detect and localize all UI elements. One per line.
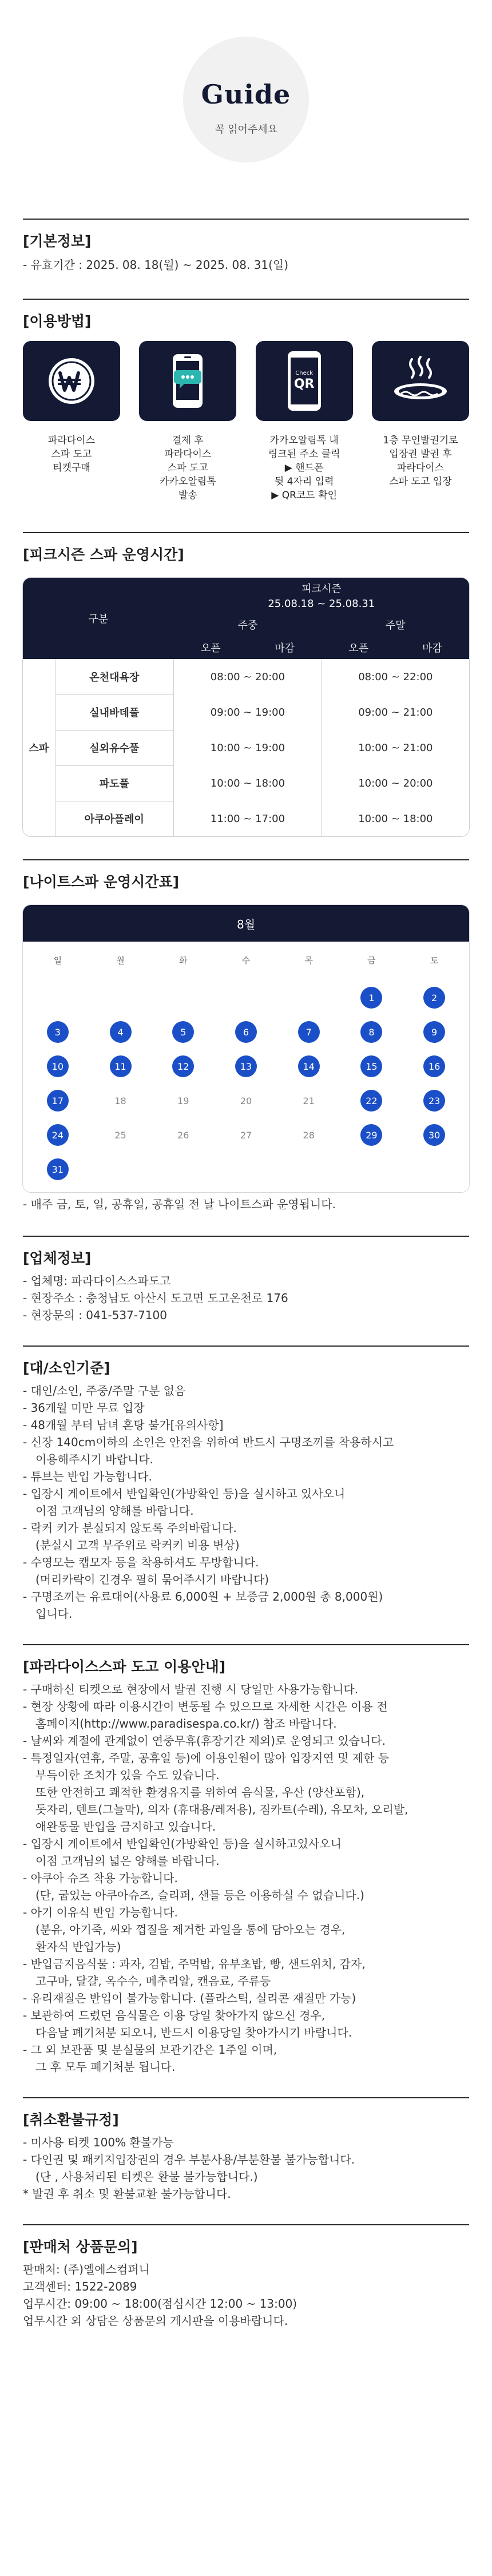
calendar-day-open: 7 <box>298 1021 320 1043</box>
company-title: [업체정보] <box>23 1236 469 1268</box>
calendar-empty-cell <box>403 1152 466 1186</box>
usage-section <box>23 299 469 502</box>
refund-line: * 발권 후 취소 및 환불교환 불가능합니다. <box>23 2187 231 2201</box>
weekend-hours: 10:00 ~ 20:00 <box>358 777 433 789</box>
guide-line: 이점 고객님의 넓은 양해를 바랍니다. <box>35 1854 220 1868</box>
seller-title: [판매처 상품문의] <box>23 2224 469 2256</box>
age-rule-line: 입니다. <box>35 1607 73 1621</box>
guide-line: (단, 굽있는 아쿠아슈즈, 슬리퍼, 샌들 등은 이용하실 수 없습니다.) <box>35 1888 364 1902</box>
calendar-day-cell <box>26 1152 89 1186</box>
seller-hours: 업무시간: 09:00 ~ 18:00(점심시간 12:00 ~ 13:00) <box>23 2297 297 2311</box>
calendar-day-cell <box>277 1049 340 1083</box>
age-rule-line: 이용해주시기 바랍니다. <box>35 1452 153 1466</box>
calendar-day-open: 8 <box>360 1021 382 1043</box>
qr-label: QR <box>293 377 315 391</box>
age-rule-line: - 대인/소인, 주중/주말 구분 없음 <box>23 1384 186 1398</box>
calendar-day-open: 9 <box>423 1021 445 1043</box>
calendar-day-cell <box>26 1049 89 1083</box>
guide-line: - 유리재질은 반입이 불가능합니다. (플라스틱, 실리콘 재질만 가능) <box>23 1991 356 2005</box>
col-weekday: 주중 <box>237 620 258 632</box>
guide-line: 고구마, 달걀, 옥수수, 메추리알, 캔음료, 주류등 <box>35 1974 271 1988</box>
calendar-day-cell <box>277 1015 340 1049</box>
calendar-day-cell <box>26 1083 89 1118</box>
age-title: [대/소인기준] <box>23 1345 469 1378</box>
guide-line: 부득이한 조치가 있을 수도 있습니다. <box>35 1768 220 1782</box>
season-label: 피크시즌 <box>301 583 342 595</box>
calendar-day-cell <box>26 1015 89 1049</box>
season-dates: 25.08.18 ~ 25.08.31 <box>268 598 375 610</box>
calendar-day-cell <box>403 981 466 1015</box>
night-spa-section <box>23 859 469 1213</box>
guide-line: 환자식 반입가능) <box>35 1940 121 1954</box>
won-coin-icon <box>23 341 120 421</box>
calendar-weekday: 일 <box>53 955 62 966</box>
calendar-day-cell <box>340 1083 403 1118</box>
calendar-day-cell <box>152 1049 215 1083</box>
calendar-day-open: 1 <box>360 987 382 1009</box>
calendar-day-closed: 28 <box>303 1129 315 1141</box>
refund-section <box>23 2097 469 2202</box>
validity-period: - 유효기간 : 2025. 08. 18(월) ~ 2025. 08. 31(일) <box>23 258 289 272</box>
refund-line: - 다인권 및 패키지입장권의 경우 부분사용/부분환불 불가능합니다. <box>23 2153 355 2166</box>
seller-note: 업무시간 외 상담은 상품문의 게시판을 이용바랍니다. <box>23 2314 288 2328</box>
guide-list <box>23 1681 469 2075</box>
guide-line: 또한 안전하고 쾌적한 환경유지를 위하여 음식물, 우산 (양산포함), <box>35 1785 365 1799</box>
guide-line: - 입장시 게이트에서 반입확인(가방확인 등)을 실시하고있사오니 <box>23 1837 342 1851</box>
calendar-day-open: 10 <box>47 1055 69 1077</box>
usage-step <box>256 341 353 502</box>
refund-title: [취소환불규정] <box>23 2097 469 2129</box>
calendar-day-cell <box>152 1015 215 1049</box>
basic-info-section <box>23 219 469 273</box>
guide-line: - 아쿠아 슈즈 착용 가능합니다. <box>23 1871 178 1885</box>
peak-hours-table <box>23 578 469 836</box>
usage-step-text: 결제 후 파라다이스 스파 도고 카카오알림톡 발송 <box>160 435 216 501</box>
refund-line: (단 , 사용처리된 티켓은 환불 불가능합니다.) <box>35 2170 258 2184</box>
calendar-day-cell <box>403 1118 466 1152</box>
calendar-day-closed: 27 <box>240 1129 252 1141</box>
usage-step <box>23 341 120 502</box>
guide-title: Guide <box>201 79 291 110</box>
weekday-hours: 08:00 ~ 20:00 <box>174 659 322 694</box>
seller-section <box>23 2224 469 2329</box>
calendar-day-cell <box>340 981 403 1015</box>
qr-phone-screen <box>291 358 318 404</box>
qr-phone-icon <box>256 341 353 421</box>
calendar-weekdays <box>23 942 469 981</box>
company-info <box>23 1272 469 1324</box>
age-rule-line: - 튜브는 반입 가능합니다. <box>23 1470 152 1483</box>
calendar-days <box>23 981 469 1192</box>
guide-line: - 날씨와 계절에 관계없이 연중무휴(휴장기간 제외)로 운영되고 있습니다. <box>23 1734 386 1748</box>
season-header <box>174 578 469 613</box>
calendar-day-cell <box>89 1015 152 1049</box>
guide-line: 돗자리, 텐트(그늘막), 의자 (휴대용/레저용), 짐카트(수레), 유모차, 오리발, <box>35 1803 408 1816</box>
qr-check-label: Check <box>295 370 314 376</box>
calendar-day-cell <box>340 1118 403 1152</box>
refund-list <box>23 2134 469 2202</box>
calendar-empty-cell <box>152 981 215 1015</box>
row-group-spa: 스파 <box>23 659 55 836</box>
night-spa-calendar <box>23 905 469 1192</box>
calendar-day-open: 6 <box>235 1021 257 1043</box>
calendar-weekday: 목 <box>304 955 313 966</box>
weekday-hours: 09:00 ~ 19:00 <box>174 694 322 730</box>
age-rule-line: - 구명조끼는 유료대여(사용료 6,000원 + 보증금 2,000원 총 8,000원) <box>23 1590 383 1603</box>
calendar-empty-cell <box>277 1152 340 1186</box>
weekend-hours: 10:00 ~ 21:00 <box>358 741 433 754</box>
calendar-empty-cell <box>277 981 340 1015</box>
calendar-empty-cell <box>215 1152 277 1186</box>
calendar-day-cell <box>89 1049 152 1083</box>
calendar-day-open: 3 <box>47 1021 69 1043</box>
page-bottom-spacer <box>0 2329 492 2381</box>
calendar-day-open: 22 <box>360 1090 382 1112</box>
col-open: 오픈 <box>348 642 369 654</box>
usage-steps <box>23 341 469 502</box>
calendar-day-cell <box>403 1049 466 1083</box>
guide-line: - 특정일자(연휴, 주말, 공휴일 등)에 이용인원이 많아 입장지연 및 제한 등 <box>23 1751 390 1765</box>
peak-section <box>23 532 469 836</box>
weekend-hours: 10:00 ~ 18:00 <box>358 812 433 825</box>
company-phone: - 현장문의 : 041-537-7100 <box>23 1308 167 1322</box>
weekday-hours: 10:00 ~ 18:00 <box>174 765 322 801</box>
calendar-day-closed: 26 <box>177 1129 189 1141</box>
facility-name: 실외유수풀 <box>55 730 174 765</box>
guide-line: 애완동물 반입을 금지하고 있습니다. <box>35 1820 216 1833</box>
age-rule-line: - 신장 140cm이하의 소인은 안전을 위하여 반드시 구명조끼를 착용하시고 <box>23 1435 394 1449</box>
col-weekend: 주말 <box>385 620 406 632</box>
calendar-day-open: 29 <box>360 1124 382 1146</box>
calendar-day-cell <box>403 1015 466 1049</box>
guide-line: - 아기 이유식 반입 가능합니다. <box>23 1906 178 1919</box>
age-rule-line: (분실시 고객 부주위로 락커키 비용 변상) <box>35 1538 240 1552</box>
weekend-hours: 08:00 ~ 22:00 <box>358 670 433 683</box>
calendar-weekday: 토 <box>430 955 439 966</box>
calendar-day-open: 16 <box>423 1055 445 1077</box>
guide-line: - 그 외 보관품 및 분실물의 보관기간은 1주일 이며, <box>23 2043 277 2057</box>
calendar-day-closed: 25 <box>114 1129 126 1141</box>
seller-name: 판매처: (주)엘에스컴퍼니 <box>23 2263 150 2276</box>
calendar-day-open: 4 <box>110 1021 132 1043</box>
table-row <box>23 694 469 730</box>
usage-step-text: 파라다이스 스파 도고 티켓구매 <box>47 435 96 474</box>
guide-line: - 보관하여 드렸던 음식물은 이용 당일 찾아가지 않으신 경우, <box>23 2009 326 2022</box>
facility-name: 파도풀 <box>55 765 174 801</box>
calendar-day-open: 14 <box>298 1055 320 1077</box>
usage-step-text: 1층 무인발권기로 입장권 발권 후 파라다이스 스파 도고 입장 <box>383 435 458 487</box>
phone-chat-icon <box>139 341 236 421</box>
calendar-month: 8월 <box>23 905 469 942</box>
age-rule-line: - 입장시 게이트에서 반입확인(가방확인 등)을 실시하고 있사오니 <box>23 1487 346 1501</box>
calendar-empty-cell <box>152 1152 215 1186</box>
calendar-day-open: 12 <box>172 1055 194 1077</box>
calendar-weekday: 금 <box>367 955 376 966</box>
calendar-day-cell <box>215 1015 277 1049</box>
guide-subtitle: 꼭 읽어주세요 <box>214 124 278 136</box>
table-row <box>23 765 469 801</box>
calendar-day-open: 30 <box>423 1124 445 1146</box>
calendar-day-closed: 20 <box>240 1095 252 1106</box>
calendar-day-closed: 21 <box>303 1095 315 1106</box>
usage-step <box>372 341 469 502</box>
guide-section-title: [파라다이스스파 도고 이용안내] <box>23 1644 469 1676</box>
seller-info <box>23 2261 469 2329</box>
calendar-day-open: 13 <box>235 1055 257 1077</box>
guide-line: - 현장 상황에 따라 이용시간이 변동될 수 있으므로 자세한 시간은 이용 전 <box>23 1700 388 1713</box>
age-section <box>23 1345 469 1622</box>
calendar-day-cell <box>340 1015 403 1049</box>
night-spa-title: [나이트스파 운영시간표] <box>23 859 469 891</box>
calendar-day-closed: 18 <box>114 1095 126 1106</box>
guide-line: 홈페이지(http://www.paradisespa.co.kr/) 참조 바랍니다. <box>35 1717 337 1730</box>
calendar-day-cell <box>215 1049 277 1083</box>
qr-phone-body <box>288 351 321 411</box>
calendar-day-open: 23 <box>423 1090 445 1112</box>
company-section <box>23 1236 469 1324</box>
calendar-empty-cell <box>89 1152 152 1186</box>
calendar-weekday: 화 <box>179 955 188 966</box>
basic-info-title: [기본정보] <box>23 219 469 251</box>
calendar-empty-cell <box>89 981 152 1015</box>
calendar-day-closed: 19 <box>177 1095 189 1106</box>
weekend-hours: 09:00 ~ 21:00 <box>358 706 433 719</box>
calendar-day-open: 11 <box>110 1055 132 1077</box>
guide-line: (분유, 아기죽, 씨와 껍질을 제거한 과일을 통에 담아오는 경우, <box>35 1923 346 1936</box>
calendar-weekday: 월 <box>116 955 125 966</box>
refund-line: - 미사용 티켓 100% 환불가능 <box>23 2136 174 2149</box>
guide-line: 다음날 폐기처분 되오니, 반드시 이용당일 찾아가시기 바랍니다. <box>35 2026 352 2039</box>
calendar-day-open: 2 <box>423 987 445 1009</box>
company-address: - 현장주소 : 충청남도 아산시 도고면 도고온천로 176 <box>23 1291 288 1305</box>
col-close: 마감 <box>422 642 442 654</box>
guide-line: - 구매하신 티켓으로 현장에서 발권 진행 시 당일만 사용가능합니다. <box>23 1682 359 1696</box>
calendar-empty-cell <box>26 981 89 1015</box>
table-row <box>23 659 469 694</box>
calendar-day-open: 15 <box>360 1055 382 1077</box>
calendar-empty-cell <box>340 1152 403 1186</box>
guide-section <box>23 1644 469 2075</box>
table-row <box>23 730 469 765</box>
usage-step-text: 카카오알림톡 내 링크된 주소 클릭 ▶ 핸드폰 뒷 4자리 입력 ▶ QR코드 확인 <box>268 435 340 501</box>
age-rules-list <box>23 1382 469 1622</box>
col-close: 마감 <box>275 642 295 654</box>
weekday-hours: 10:00 ~ 19:00 <box>174 730 322 765</box>
calendar-day-open: 17 <box>47 1090 69 1112</box>
seller-phone: 고객센터: 1522-2089 <box>23 2280 137 2293</box>
company-name: - 업체명: 파라다이스스파도고 <box>23 1274 171 1288</box>
guide-line: - 반입금지음식물 : 과자, 김밥, 주먹밥, 유부초밥, 빵, 샌드위치, 감자, <box>23 1957 366 1971</box>
usage-step <box>139 341 236 502</box>
guide-header <box>0 0 492 172</box>
calendar-day-cell <box>403 1083 466 1118</box>
calendar-empty-cell <box>215 981 277 1015</box>
age-rule-line: - 48개월 부터 남녀 혼탕 불가[유의사항] <box>23 1418 224 1432</box>
guide-line: 그 후 모두 폐기처분 됩니다. <box>35 2060 176 2074</box>
facility-name: 실내바데풀 <box>55 694 174 730</box>
age-rule-line: - 36개월 미만 무료 입장 <box>23 1401 145 1415</box>
calendar-day-cell <box>26 1118 89 1152</box>
usage-title: [이용방법] <box>23 299 469 331</box>
col-open: 오픈 <box>200 642 221 654</box>
calendar-day-open: 24 <box>47 1124 69 1146</box>
col-category: 구분 <box>88 613 109 625</box>
weekday-hours: 11:00 ~ 17:00 <box>174 801 322 836</box>
night-spa-note: - 매주 금, 토, 일, 공휴일, 공휴일 전 날 나이트스파 운영됩니다. <box>23 1197 336 1211</box>
calendar-day-open: 5 <box>172 1021 194 1043</box>
age-rule-line: 이점 고객님의 양해를 바랍니다. <box>35 1504 194 1518</box>
calendar-day-open: 31 <box>47 1158 69 1180</box>
peak-title: [피크시즌 스파 운영시간] <box>23 532 469 564</box>
facility-name: 아쿠아플레이 <box>55 801 174 836</box>
age-rule-line: - 수영모는 캡모자 등을 착용하셔도 무방합니다. <box>23 1555 259 1569</box>
calendar-day-cell <box>340 1049 403 1083</box>
table-row <box>23 801 469 836</box>
age-rule-line: (머리카락이 긴경우 필히 묶어주시기 바랍니다) <box>35 1573 269 1586</box>
facility-name: 온천대욕장 <box>55 659 174 694</box>
calendar-weekday: 수 <box>241 955 251 966</box>
spa-bath-icon <box>372 341 469 421</box>
age-rule-line: - 락커 키가 분실되지 않도록 주의바랍니다. <box>23 1521 237 1535</box>
